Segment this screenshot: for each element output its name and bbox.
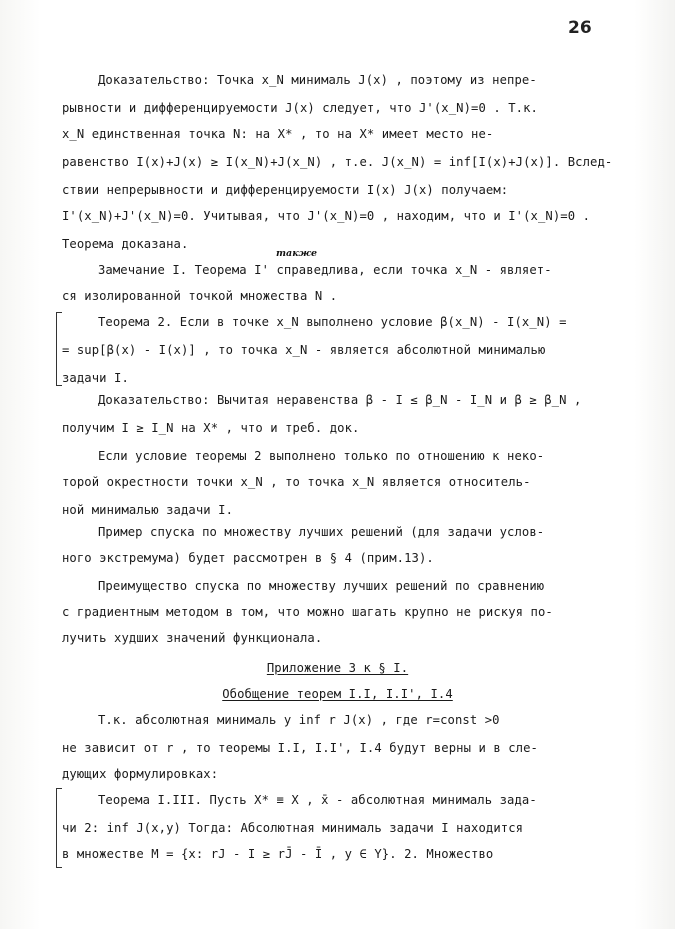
appendix-subheading: Обобщение теорем I.I, I.I', I.4	[222, 687, 453, 701]
text-line: дующих формулировках:	[62, 767, 219, 781]
text-line: получим I ≥ I_N на X* , что и треб. док.	[62, 421, 360, 435]
text-line: равенство I(x)+J(x) ≥ I(x_N)+J(x_N) , т.е. J(x_N) = inf[I(x)+J(x)]. Вслед-	[62, 155, 613, 169]
text-line: ствии непрерывности и дифференцируемости I(x) J(x) получаем:	[62, 183, 509, 197]
text-line: Доказательство: Вычитая неравенства β - I ≤ β_N - I_N и β ≥ β_N ,	[98, 393, 582, 407]
text-line: в множестве M = {x: rJ - I ≥ rJ̄ - Ī , y ∈ Y}. 2. Множество	[62, 847, 494, 861]
text-line: ного экстремума) будет рассмотрен в § 4 (прим.13).	[62, 551, 434, 565]
text-line: Пример спуска по множеству лучших решений (для задачи услов-	[98, 525, 545, 539]
text-line: Т.к. абсолютная минималь у inf r J(x) , где r=const >0	[98, 713, 500, 727]
text-line: I'(x_N)+J'(x_N)=0. Учитывая, что J'(x_N)=0 , находим, что и I'(x_N)=0 .	[62, 209, 591, 223]
theorem-line: Теорема I.III. Пусть X* ≡ X , x̄ - абсолютная минималь зада-	[98, 793, 537, 807]
text-line: Доказательство: Точка x_N минималь J(x) , поэтому из непре-	[98, 73, 537, 87]
theorem-line: Теорема 2. Если в точке x_N выполнено условие β(x_N) - I(x_N) =	[98, 315, 567, 329]
page-number: 26	[568, 18, 592, 38]
text-line: лучить худших значений функционала.	[62, 631, 323, 645]
text-line: рывности и дифференцируемости J(x) следует, что J'(x_N)=0 . Т.к.	[62, 101, 538, 115]
text-line: Если условие теоремы 2 выполнено только по отношению к неко-	[98, 449, 545, 463]
text-line: не зависит от r , то теоремы I.I, I.I', I.4 будут верны и в сле-	[62, 741, 538, 755]
text-line: торой окрестности точки x_N , то точка x_N является относитель-	[62, 475, 531, 489]
text-line: с градиентным методом в том, что можно шагать крупно не рискуя по-	[62, 605, 553, 619]
remark-line: Замечание I. Теорема I' справедлива, если точка x_N - являет-	[98, 263, 552, 277]
text-line: ной минималью задачи I.	[62, 503, 234, 517]
text-line: Теорема доказана.	[62, 237, 189, 251]
text-line: Преимущество спуска по множеству лучших решений по сравнению	[98, 579, 545, 593]
text-line: = sup[β(x) - I(x)] , то точка x_N - является абсолютной минималью	[62, 343, 546, 357]
text-line: ся изолированной точкой множества N .	[62, 289, 338, 303]
appendix-heading: Приложение 3 к § I.	[266, 661, 409, 675]
text-line: задачи I.	[62, 371, 129, 385]
handwritten-insertion: также	[276, 248, 318, 259]
text-line: чи 2: inf J(x,y) Тогда: Абсолютная минималь задачи I находится	[62, 821, 524, 835]
text-line: x_N единственная точка N: на X* , то на X* имеет место не-	[62, 127, 494, 141]
